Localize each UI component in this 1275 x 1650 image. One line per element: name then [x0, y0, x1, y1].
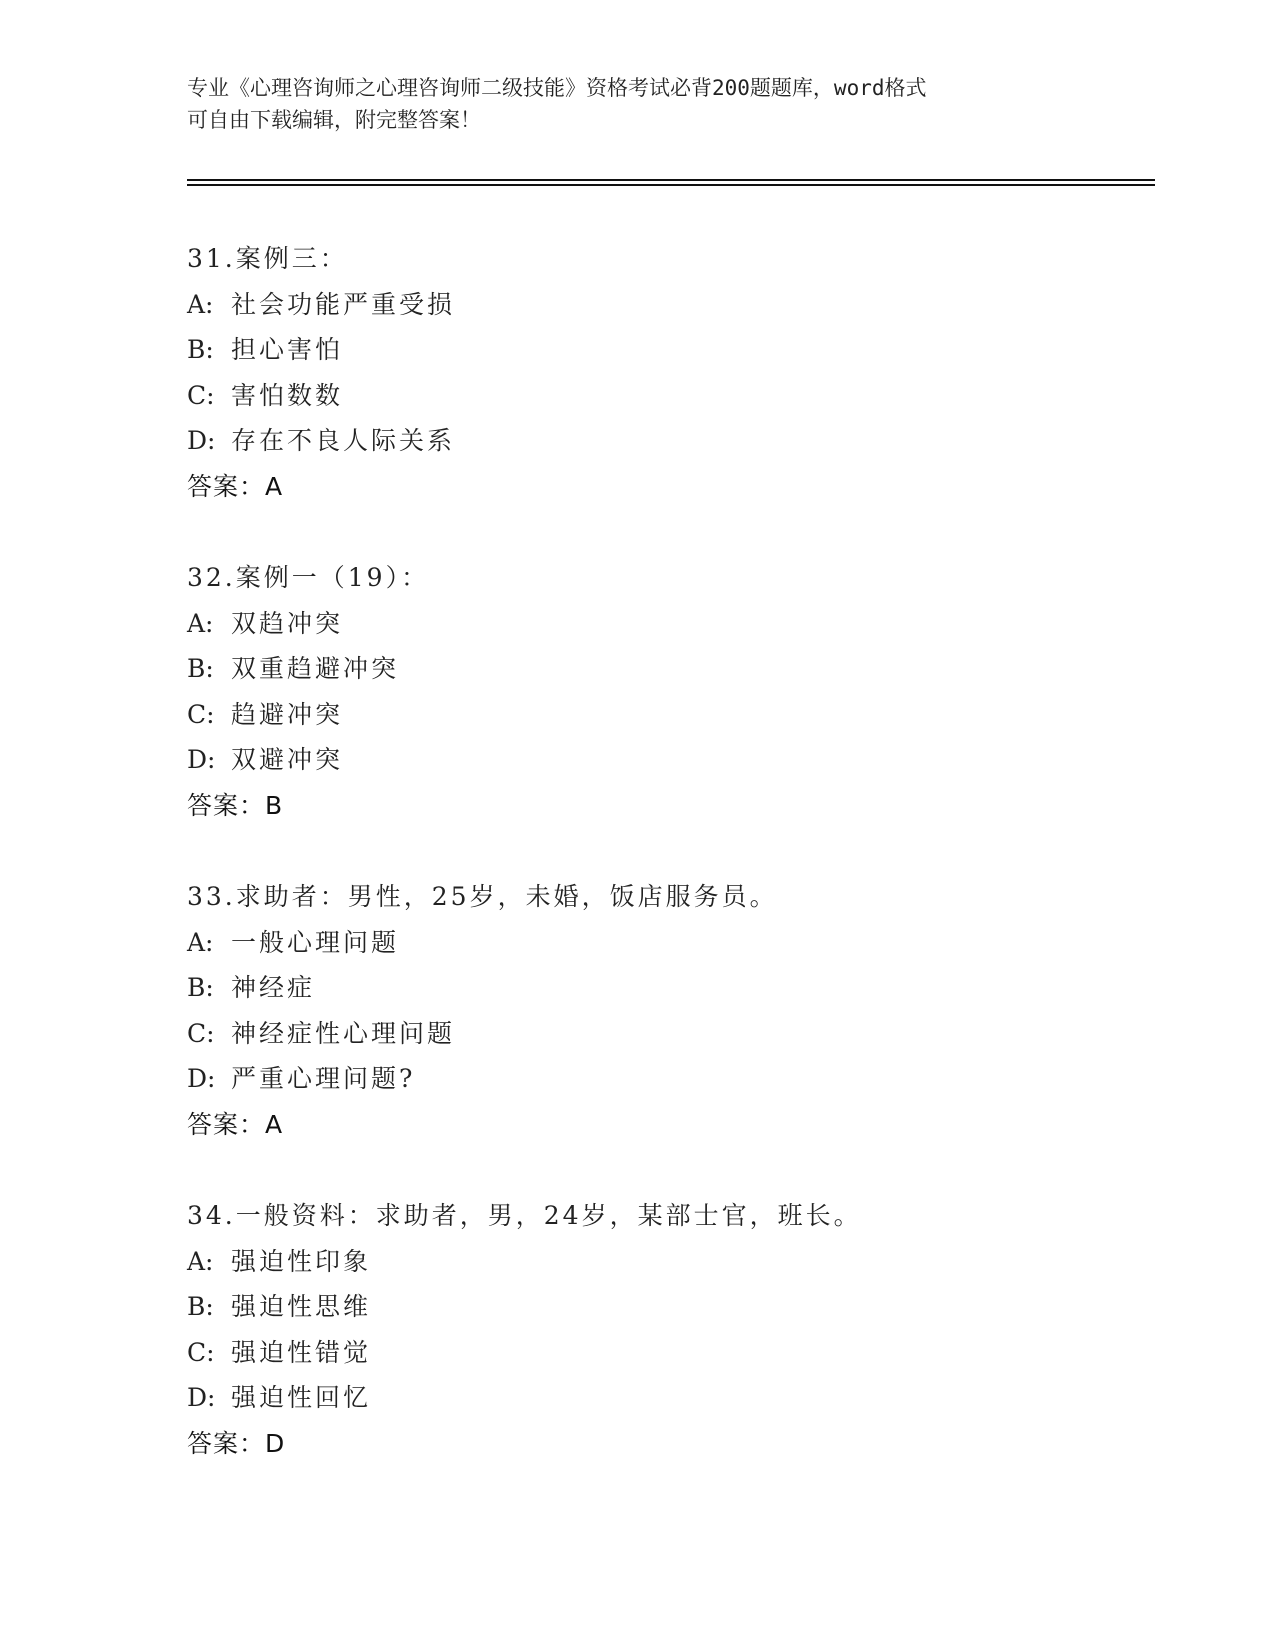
option-c: [187, 1011, 1147, 1057]
option-a: [187, 282, 1147, 328]
option-text: 强迫性错觉: [231, 1337, 372, 1367]
option-key: A:: [187, 608, 214, 638]
option-key: C:: [187, 380, 215, 410]
question-33: [187, 874, 1147, 1147]
option-text: 社会功能严重受损: [231, 289, 456, 319]
option-key: A:: [187, 1246, 214, 1276]
header-divider-bottom: [187, 184, 1155, 186]
option-d: [187, 418, 1147, 464]
option-text: 害怕数数: [231, 380, 344, 410]
answer-line: 答案：A: [187, 1109, 284, 1139]
option-text: 神经症性心理问题: [231, 1018, 456, 1048]
question-stem: 32.案例一（19）：: [187, 563, 430, 592]
option-key: B:: [187, 654, 214, 683]
option-text: 双重趋避冲突: [231, 654, 400, 683]
question-32: [187, 555, 1147, 828]
option-text: 一般心理问题: [231, 927, 400, 957]
answer-line: 答案：D: [187, 1428, 286, 1458]
header-line-2: 可自由下载编辑，附完整答案！: [187, 108, 481, 132]
option-b: [187, 327, 1147, 373]
option-a: [187, 1239, 1147, 1285]
option-key: B:: [187, 1292, 214, 1321]
option-b: [187, 1284, 1147, 1330]
header-line-1: 专业《心理咨询师之心理咨询师二级技能》资格考试必背200题题库，word格式: [187, 76, 927, 100]
answer-line: 答案：B: [187, 790, 284, 820]
option-text: 强迫性回忆: [231, 1383, 372, 1412]
option-text: 存在不良人际关系: [231, 426, 456, 455]
question-stem: 33.求助者：男性，25岁，未婚，饭店服务员。: [187, 882, 778, 911]
option-text: 担心害怕: [231, 335, 344, 364]
option-text: 神经症: [231, 973, 316, 1002]
option-text: 强迫性思维: [231, 1292, 372, 1321]
option-c: [187, 1330, 1147, 1376]
option-text: 严重心理问题?: [231, 1064, 416, 1093]
option-key: B:: [187, 335, 214, 364]
option-key: D:: [187, 426, 216, 455]
option-a: [187, 601, 1147, 647]
option-text: 强迫性印象: [231, 1246, 372, 1276]
option-text: 趋避冲突: [231, 699, 344, 729]
question-31: [187, 236, 1147, 509]
option-key: A:: [187, 289, 214, 319]
option-key: B:: [187, 973, 214, 1002]
option-d: [187, 1375, 1147, 1421]
option-key: A:: [187, 927, 214, 957]
option-key: D:: [187, 1383, 216, 1412]
option-key: D:: [187, 745, 216, 774]
option-key: C:: [187, 699, 215, 729]
answer-line: 答案：A: [187, 471, 284, 501]
option-text: 双趋冲突: [231, 608, 344, 638]
option-d: [187, 1056, 1147, 1102]
option-key: D:: [187, 1064, 216, 1093]
question-stem: 31.案例三：: [187, 244, 348, 273]
option-key: C:: [187, 1337, 215, 1367]
question-list: [187, 236, 1147, 1512]
option-key: C:: [187, 1018, 215, 1048]
question-stem: 34.一般资料：求助者，男，24岁，某部士官，班长。: [187, 1201, 862, 1230]
option-c: [187, 692, 1147, 738]
document-header: [187, 72, 1087, 136]
option-text: 双避冲突: [231, 745, 344, 774]
option-c: [187, 373, 1147, 419]
question-34: [187, 1193, 1147, 1466]
option-b: [187, 965, 1147, 1011]
header-divider-top: [187, 179, 1155, 181]
option-d: [187, 737, 1147, 783]
option-b: [187, 646, 1147, 692]
option-a: [187, 920, 1147, 966]
